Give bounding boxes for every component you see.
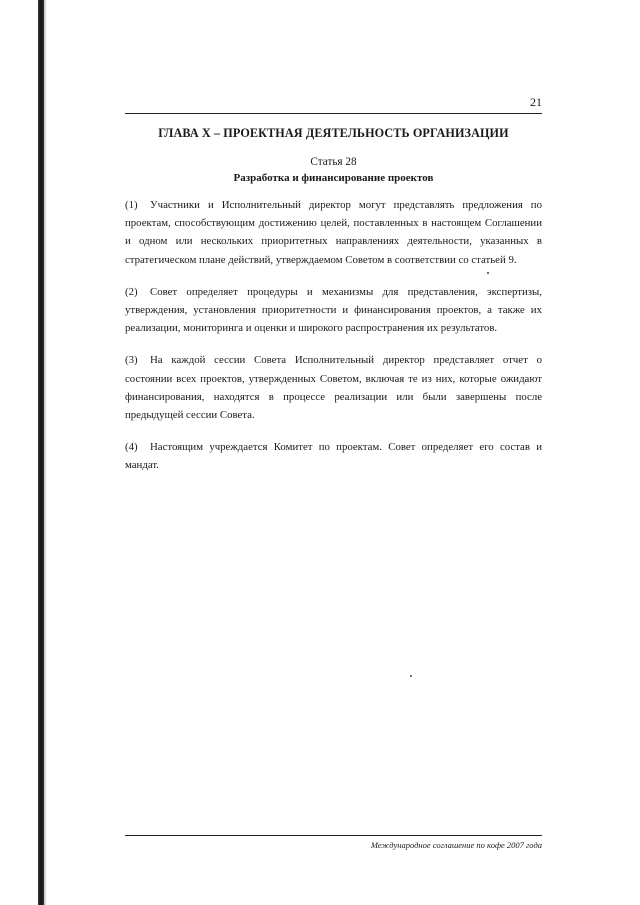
header-rule (125, 113, 542, 114)
scan-speck (487, 272, 489, 274)
paragraph-number: (2) (125, 285, 138, 298)
article-number: Статья 28 (310, 156, 357, 168)
paragraph-3 (125, 351, 542, 424)
paragraph-number: (3) (125, 354, 138, 367)
paragraph-text: Настоящим учреждается Комитет по проектам. Совет определяет его состав и мандат. (125, 441, 542, 472)
article-body (125, 196, 542, 489)
paragraph-text: На каждой сессии Совета Исполнительный директор представляет отчет о состоянии всех проектов, утвержденных Советом, включая те из них, которые ожидают финансирования, находятся в процессе реализации или были завершены после предыдущей сессии Совета. (125, 354, 542, 422)
paragraph-text: Участники и Исполнительный директор могут представлять предложения по проектам, способствующим достижению целей, поставленных в настоящем Соглашении и одном или нескольких приоритетных направлениях деятельности, указанных в стратегическом плане действий, утверждаемом Советом в соответствии со статьей 9. (125, 199, 542, 266)
paragraph-2 (125, 283, 542, 338)
footer-rule (125, 835, 542, 836)
scan-speck (410, 675, 412, 677)
paragraph-number: (1) (125, 199, 138, 211)
article-title: Разработка и финансирование проектов (233, 172, 434, 184)
paragraph-number: (4) (125, 441, 138, 454)
paragraph-1 (125, 196, 542, 269)
scan-edge-shadow (44, 0, 47, 905)
paragraph-text: Совет определяет процедуры и механизмы для представления, экспертизы, утверждения, установления приоритетности и финансирования проектов, а также их реализации, мониторинга и оценки и широкого распространения их результатов. (125, 285, 542, 335)
page-number: 21 (530, 95, 542, 109)
paragraph-4 (125, 438, 542, 474)
footer-text: Международное соглашение по кофе 2007 года (370, 840, 542, 850)
chapter-title: ГЛАВА X – ПРОЕКТНАЯ ДЕЯТЕЛЬНОСТЬ ОРГАНИЗАЦИИ (158, 126, 509, 140)
